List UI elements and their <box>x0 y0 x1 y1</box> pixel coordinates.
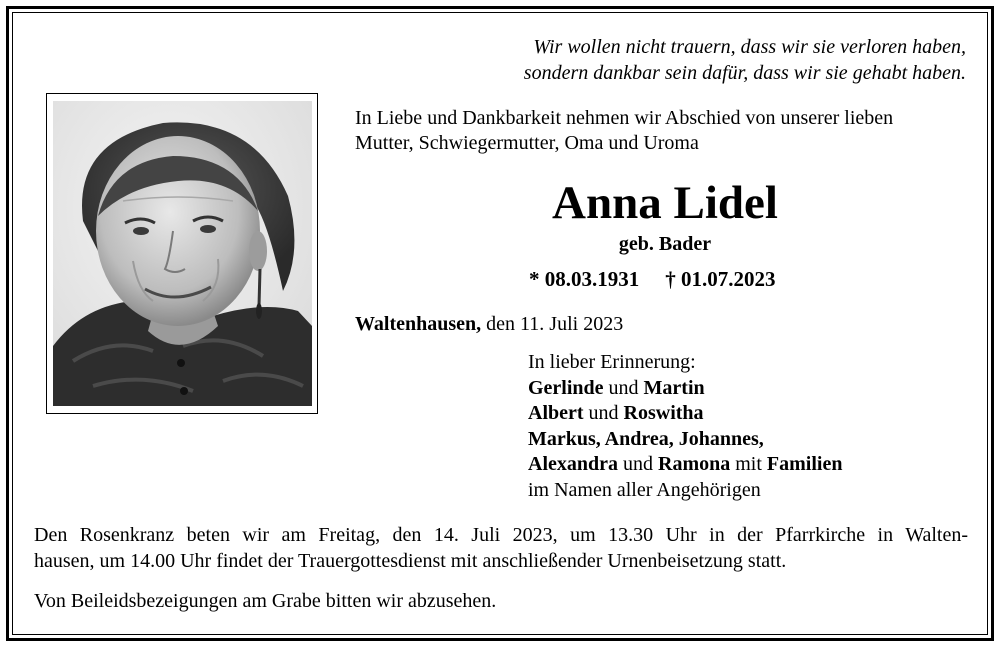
mourner-conjunction: und <box>618 453 658 475</box>
place-name: Waltenhausen, <box>355 313 482 335</box>
birth-date: * 08.03.1931 <box>529 267 640 291</box>
mourner-conjunction: mit <box>730 453 767 475</box>
portrait-photo <box>53 101 312 406</box>
rosary-line-1: Den Rosenkranz beten wir am Freitag, den 14. Juli 2023, um 13.30 Uhr in der Pfarrkirche in Walten- <box>34 524 968 546</box>
mourner-name: Familien <box>766 453 843 475</box>
rosary-notice <box>34 522 968 574</box>
mourner-name: Markus, Andrea, Johannes, <box>528 427 764 450</box>
maiden-name: geb. Bader <box>618 233 712 255</box>
mourner-row <box>528 427 842 453</box>
mourner-name: Albert <box>528 402 584 424</box>
memorial-quote <box>406 34 966 86</box>
place-and-date <box>355 311 623 337</box>
rosary-line-2: hausen, um 14.00 Uhr findet der Trauergottesdienst mit anschließender Urnenbeisetzung statt. <box>34 550 787 572</box>
mourner-row <box>528 401 842 427</box>
mourner-conjunction: und <box>603 376 644 399</box>
mourner-row <box>528 452 842 478</box>
mourners-closing: im Namen aller Angehörigen <box>528 478 761 501</box>
life-dates <box>529 266 776 292</box>
mourners-list <box>528 350 842 503</box>
intro-line-2: Mutter, Schwiegermutter, Oma und Uroma <box>355 132 699 154</box>
condolence-notice: Von Beileidsbezeigungen am Grabe bitten wir abzusehen. <box>34 590 497 612</box>
intro-line-1: In Liebe und Dankbarkeit nehmen wir Abschied von unserer lieben <box>355 107 894 129</box>
announcement-date: den 11. Juli 2023 <box>481 313 624 335</box>
mourner-name: Ramona <box>658 453 731 475</box>
mourners-heading: In lieber Erinnerung: <box>528 351 696 373</box>
deceased-name: Anna Lidel <box>552 177 778 229</box>
quote-line-2: sondern dankbar sein dafür, dass wir sie gehabt haben. <box>523 62 966 84</box>
mourner-conjunction: und <box>583 402 624 424</box>
mourner-name: Gerlinde <box>528 376 604 399</box>
death-date: † 01.07.2023 <box>665 267 776 291</box>
mourner-name: Martin <box>643 376 705 399</box>
quote-line-1: Wir wollen nicht trauern, dass wir sie verloren haben, <box>533 36 966 58</box>
mourner-name: Roswitha <box>623 402 704 424</box>
mourner-row <box>528 376 842 402</box>
intro-text <box>355 106 975 156</box>
mourner-name: Alexandra <box>528 453 618 475</box>
